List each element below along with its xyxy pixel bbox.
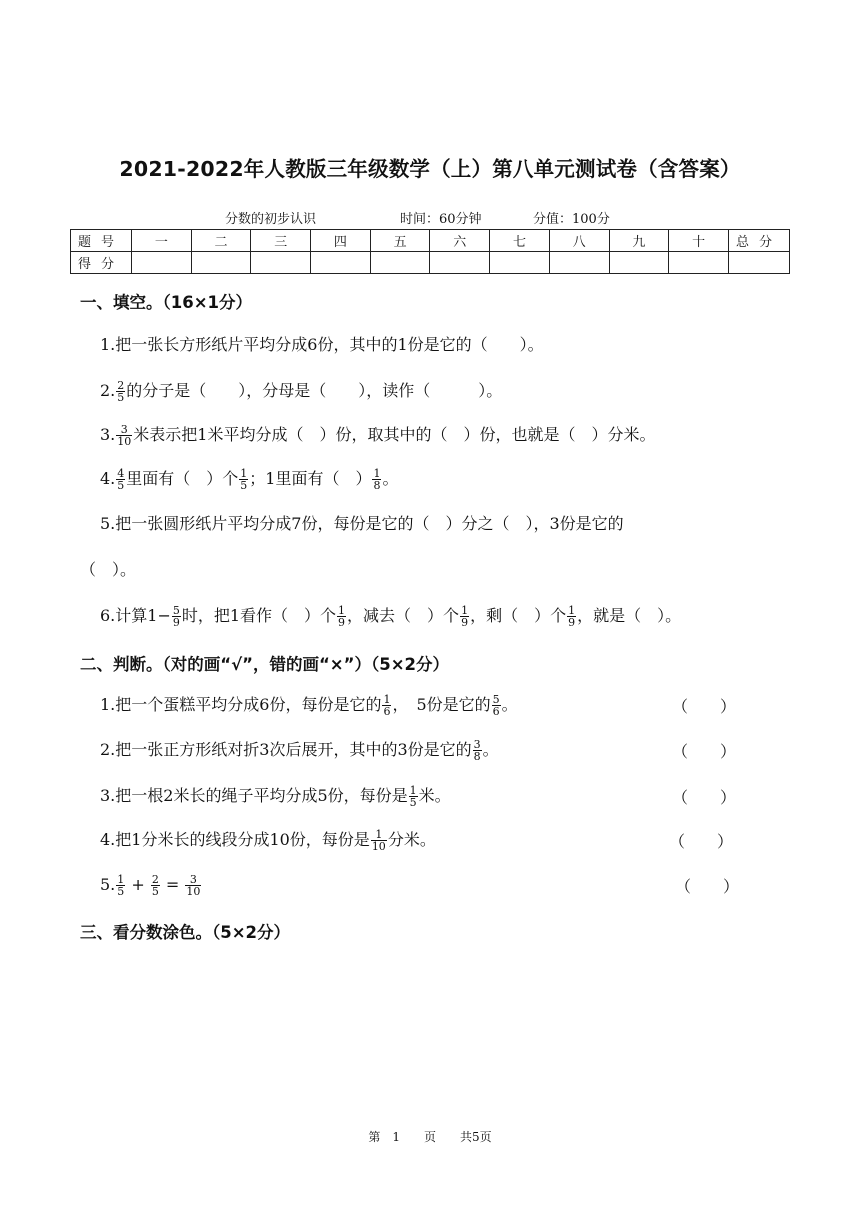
answer-paren[interactable]: （ ） xyxy=(675,877,740,896)
denominator: 6 xyxy=(492,705,500,718)
numerator: 1 xyxy=(383,693,391,706)
s2-question-2 xyxy=(100,739,499,762)
score-table xyxy=(70,229,790,274)
row-label-number: 题号 xyxy=(71,230,132,252)
fraction xyxy=(239,468,248,491)
answer-paren[interactable]: （ ） xyxy=(669,832,734,851)
fraction xyxy=(460,605,469,628)
col-1: 一 xyxy=(132,230,192,252)
q-text: ， 5份是它的 xyxy=(392,695,491,714)
s2-question-4 xyxy=(100,829,436,852)
q-text: 。 xyxy=(482,740,499,759)
s1-question-6 xyxy=(100,605,681,628)
q-number: 5. xyxy=(100,875,116,894)
page-footer: 第 1 页 共5页 xyxy=(368,1130,492,1144)
fraction xyxy=(116,424,132,447)
fraction xyxy=(473,739,482,762)
denominator: 9 xyxy=(338,616,346,629)
col-4: 四 xyxy=(311,230,371,252)
s2-question-1 xyxy=(100,694,518,717)
fraction xyxy=(185,874,201,897)
row-label-score: 得分 xyxy=(71,252,132,274)
numerator: 3 xyxy=(473,738,481,751)
q-text: 4.把1分米长的线段分成10份，每份是 xyxy=(100,830,370,849)
score-cell[interactable] xyxy=(430,252,490,274)
numerator: 1 xyxy=(117,873,125,886)
fraction xyxy=(492,694,501,717)
score-cell[interactable] xyxy=(729,252,790,274)
q-text: 。 xyxy=(501,695,518,714)
fraction xyxy=(372,468,381,491)
s1-question-3 xyxy=(100,424,655,447)
s1-question-1: 1.把一张长方形纸片平均分成6份，其中的1份是它的（ ）。 xyxy=(100,335,544,354)
s2-question-5 xyxy=(100,874,202,897)
s1-question-5-line1: 5.把一张圆形纸片平均分成7份，每份是它的（ ）分之（ ），3份是它的 xyxy=(100,514,624,533)
numerator: 1 xyxy=(568,604,576,617)
plus-sign: + xyxy=(126,875,150,894)
fraction xyxy=(567,605,576,628)
q-text: 1.把一个蛋糕平均分成6份，每份是它的 xyxy=(100,695,382,714)
q-text: 米。 xyxy=(418,786,451,805)
numerator: 3 xyxy=(116,424,132,436)
s1-question-5-line2: （ ）。 xyxy=(80,560,137,579)
fraction xyxy=(116,874,125,897)
fraction xyxy=(172,605,181,628)
score-header-row xyxy=(71,230,790,252)
numerator: 1 xyxy=(373,467,381,480)
col-2: 二 xyxy=(191,230,251,252)
section3-heading: 三、看分数涂色。（5×2分） xyxy=(80,923,291,942)
meta-time: 时间：60分钟 xyxy=(400,212,482,227)
col-total: 总分 xyxy=(729,230,790,252)
score-cell[interactable] xyxy=(191,252,251,274)
numerator: 2 xyxy=(151,873,159,886)
denominator: 5 xyxy=(409,796,417,809)
numerator: 3 xyxy=(185,874,201,886)
score-cell[interactable] xyxy=(311,252,371,274)
meta-topic: 分数的初步认识 xyxy=(225,212,317,227)
denominator: 5 xyxy=(117,479,125,492)
denominator: 5 xyxy=(117,391,125,404)
q-text: 的分子是（ ），分母是（ ），读作（ ）。 xyxy=(126,381,503,400)
denominator: 5 xyxy=(117,885,125,898)
equals-sign: = xyxy=(160,875,185,894)
denominator: 8 xyxy=(473,750,481,763)
fraction xyxy=(151,874,160,897)
answer-paren[interactable]: （ ） xyxy=(672,742,737,761)
score-cell[interactable] xyxy=(669,252,729,274)
meta-score: 分值：100分 xyxy=(533,212,610,227)
col-6: 六 xyxy=(430,230,490,252)
section2-heading: 二、判断。（对的画“√”，错的画“×”）（5×2分） xyxy=(80,655,449,674)
q-text: ；1里面有（ ） xyxy=(249,469,372,488)
denominator: 9 xyxy=(461,616,469,629)
score-value-row xyxy=(71,252,790,274)
denominator: 9 xyxy=(568,616,576,629)
q-text: 6.计算1− xyxy=(100,606,171,625)
fraction xyxy=(337,605,346,628)
q-text: 。 xyxy=(382,469,399,488)
denominator: 8 xyxy=(373,479,381,492)
answer-paren[interactable]: （ ） xyxy=(672,788,737,807)
numerator: 5 xyxy=(492,693,500,706)
q-text: ，就是（ ）。 xyxy=(577,606,682,625)
fraction xyxy=(382,694,391,717)
score-cell[interactable] xyxy=(490,252,550,274)
numerator: 1 xyxy=(461,604,469,617)
denominator: 10 xyxy=(117,435,132,448)
numerator: 1 xyxy=(409,784,417,797)
fraction xyxy=(409,785,418,808)
q-text: 2.把一张正方形纸对折3次后展开，其中的3份是它的 xyxy=(100,740,472,759)
q-number: 3. xyxy=(100,425,116,444)
q-text: 米表示把1米平均分成（ ）份，取其中的（ ）份，也就是（ ）分米。 xyxy=(133,425,656,444)
fraction xyxy=(116,380,125,403)
q-text: 3.把一根2米长的绳子平均分成5份，每份是 xyxy=(100,786,408,805)
s1-question-2 xyxy=(100,380,502,403)
numerator: 2 xyxy=(117,379,125,392)
q-text: 分米。 xyxy=(387,830,436,849)
fraction xyxy=(116,468,125,491)
score-cell[interactable] xyxy=(251,252,311,274)
col-5: 五 xyxy=(370,230,430,252)
col-8: 八 xyxy=(549,230,609,252)
numerator: 1 xyxy=(338,604,346,617)
denominator: 5 xyxy=(240,479,248,492)
denominator: 5 xyxy=(151,885,159,898)
numerator: 1 xyxy=(240,467,248,480)
q-text: 里面有（ ）个 xyxy=(126,469,239,488)
score-cell[interactable] xyxy=(132,252,192,274)
col-3: 三 xyxy=(251,230,311,252)
denominator: 6 xyxy=(383,705,391,718)
numerator: 1 xyxy=(371,829,387,841)
q-text: ，减去（ ）个 xyxy=(347,606,460,625)
exam-meta xyxy=(225,208,610,227)
fraction xyxy=(371,829,387,852)
q-text: ，剩（ ）个 xyxy=(470,606,567,625)
s1-question-4 xyxy=(100,468,398,491)
denominator: 10 xyxy=(371,840,386,853)
answer-paren[interactable]: （ ） xyxy=(672,697,737,716)
numerator: 5 xyxy=(172,604,180,617)
q-number: 2. xyxy=(100,381,116,400)
col-9: 九 xyxy=(609,230,669,252)
q-text: 时，把1看作（ ）个 xyxy=(181,606,337,625)
page-title: 2021-2022年人教版三年级数学（上）第八单元测试卷（含答案） xyxy=(119,157,741,181)
denominator: 9 xyxy=(172,616,180,629)
section1-heading: 一、填空。（16×1分） xyxy=(80,293,253,312)
score-cell[interactable] xyxy=(549,252,609,274)
denominator: 10 xyxy=(186,885,201,898)
s2-question-3 xyxy=(100,785,451,808)
q-number: 4. xyxy=(100,469,116,488)
score-cell[interactable] xyxy=(609,252,669,274)
col-7: 七 xyxy=(490,230,550,252)
score-cell[interactable] xyxy=(370,252,430,274)
numerator: 4 xyxy=(117,467,125,480)
col-10: 十 xyxy=(669,230,729,252)
